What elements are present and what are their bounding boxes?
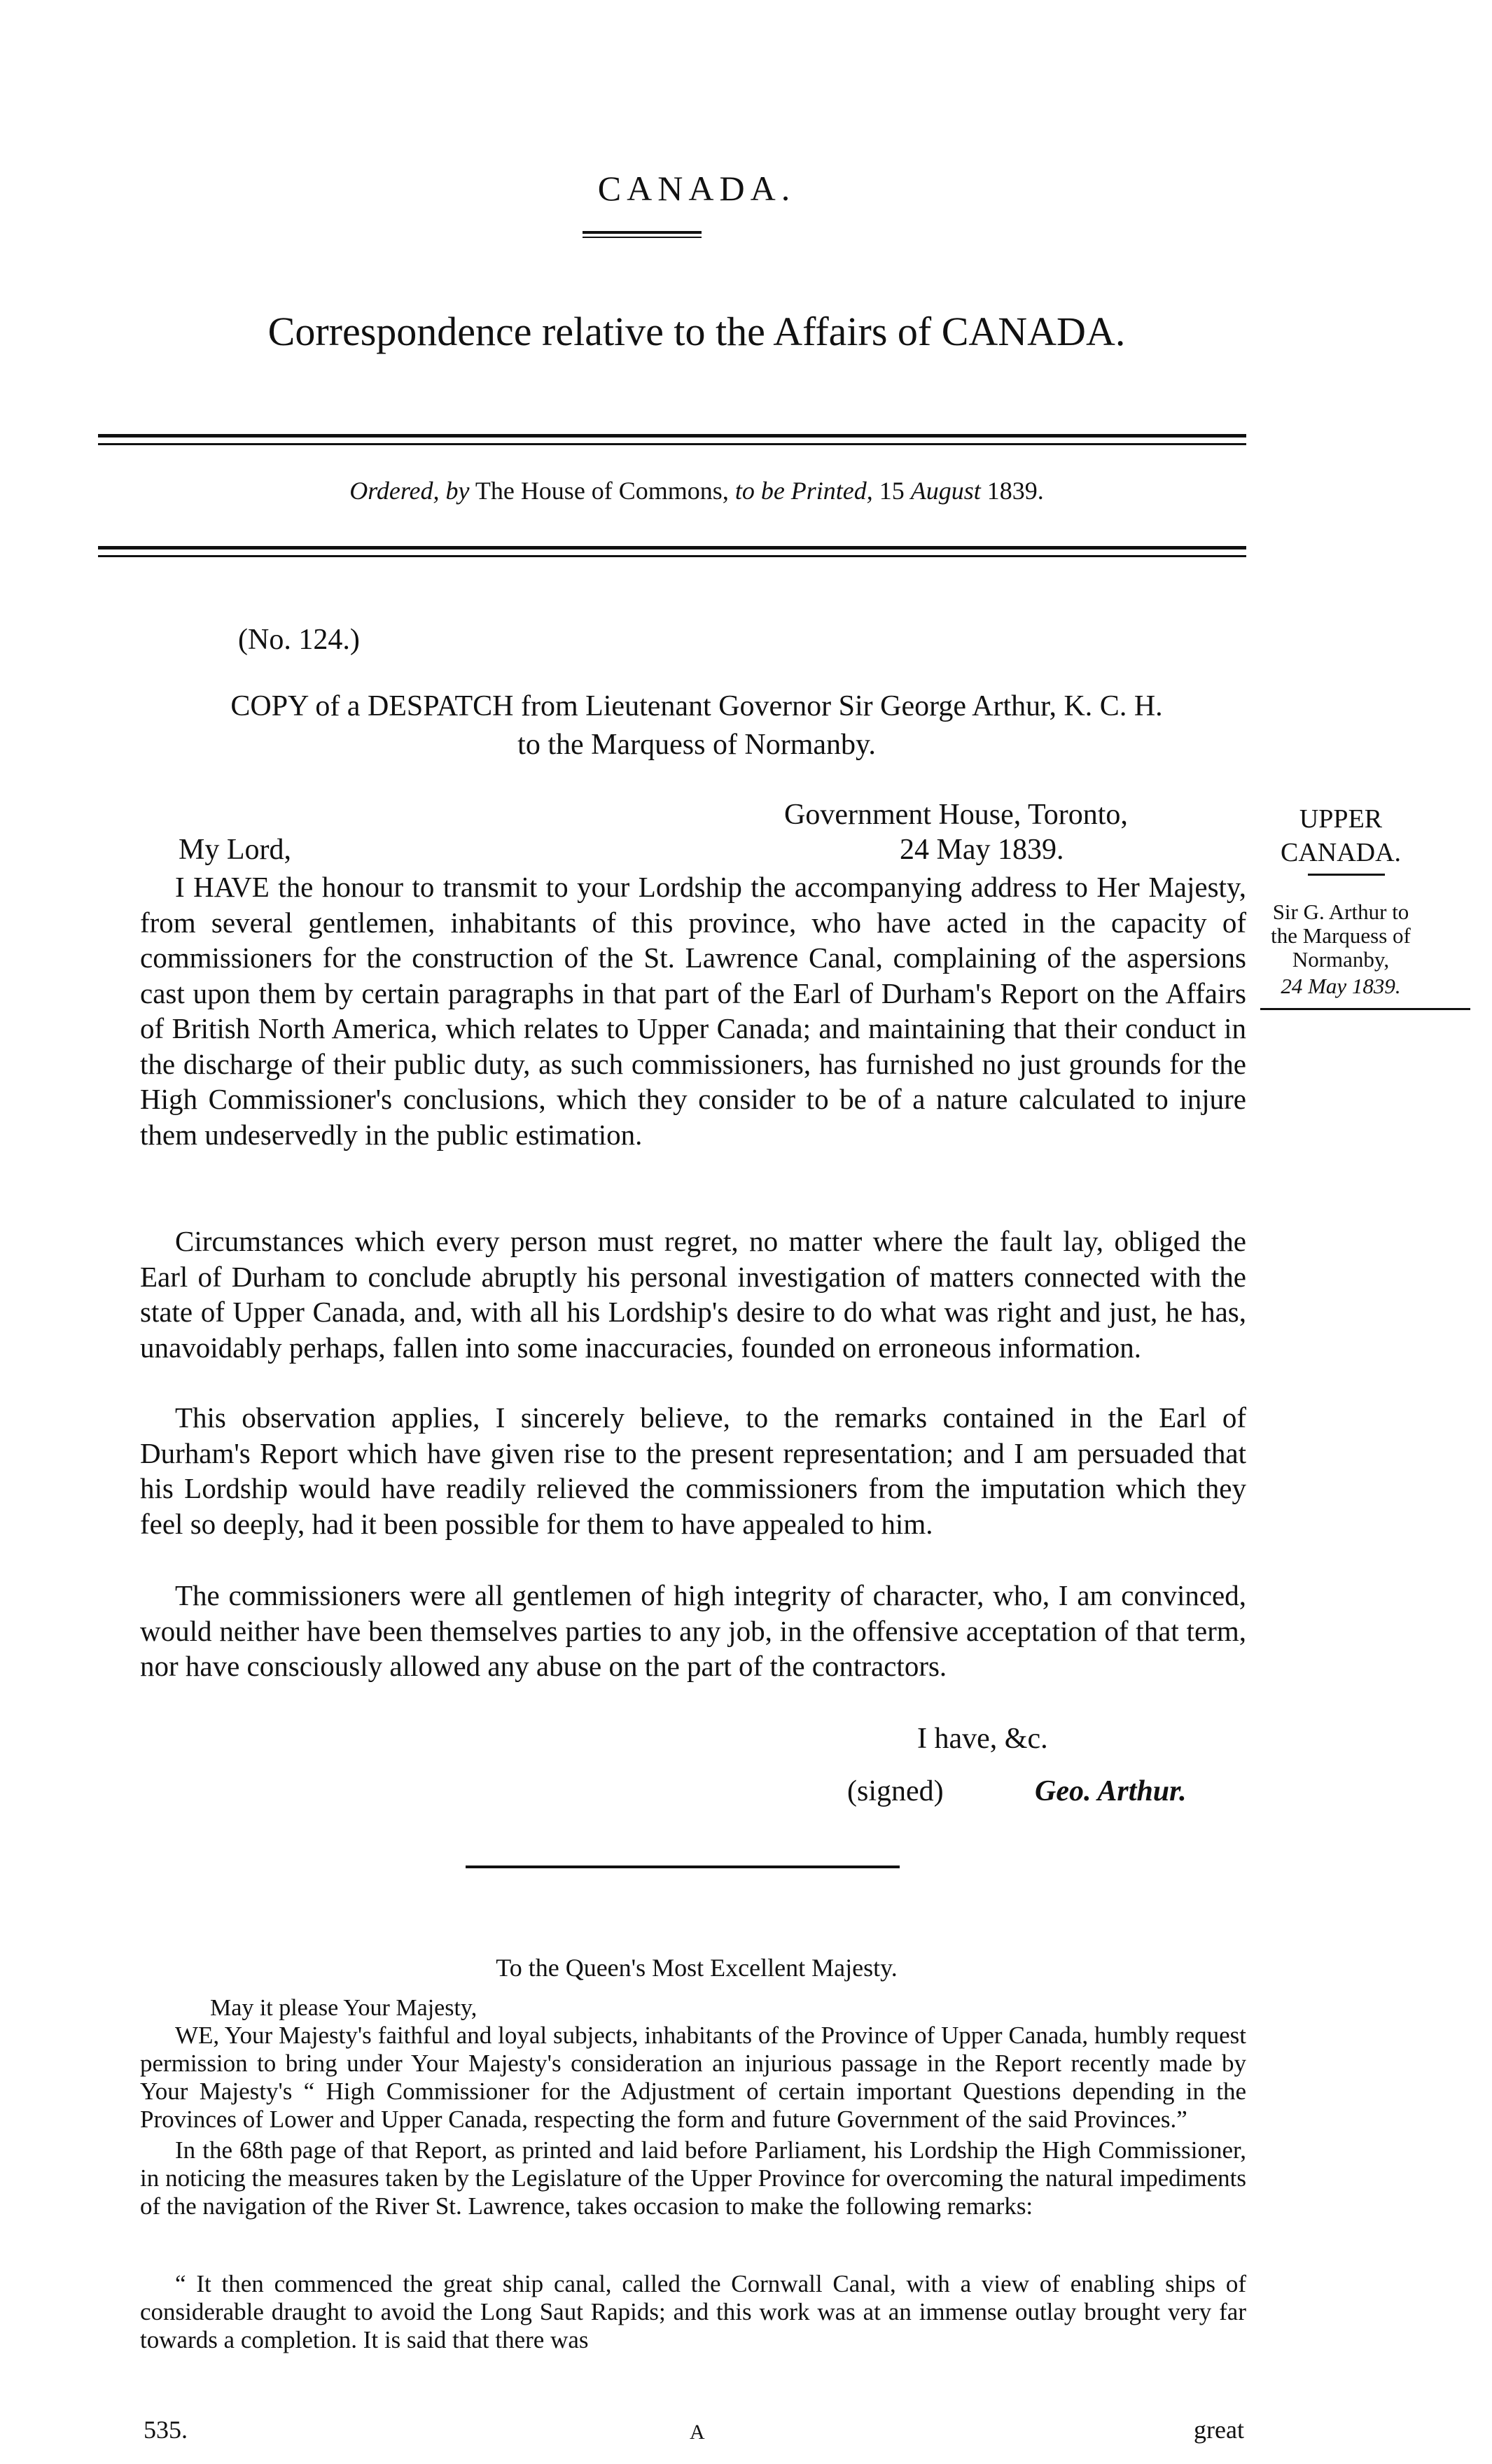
address-salutation: May it please Your Majesty, [210, 1995, 477, 2021]
section-divider [466, 1865, 900, 1868]
signed-label: (signed) [847, 1775, 944, 1807]
margin-region-label: CANADA. [1280, 838, 1402, 867]
closing-formula: I have, &c. [917, 1723, 1048, 1755]
despatch-title-line-1: COPY of a DESPATCH from Lieutenant Governor Sir George Arthur, K. C. H. [230, 690, 1163, 722]
ordered-italic-1: Ordered, by [349, 477, 470, 505]
heading-rule-thin [583, 237, 702, 238]
address-paragraph: “ It then commenced the great ship canal, called the Cornwall Canal, with a view of enabling ships of considerable draught to avoid the Long Saut Rapids; and this work was at an immense outlay brought very far towards a completion. It is said that there was [140, 2270, 1246, 2353]
margin-note-line: Sir G. Arthur to [1272, 899, 1409, 924]
despatch-paragraph: The commissioners were all gentlemen of high integrity of character, who, I am convinced, would neither have been themselves parties to any job, in the offensive acceptation of that term, nor have consciously allowed any abuse on the part of the contractors. [140, 1579, 1246, 1682]
despatch-date: 24 May 1839. [900, 834, 1064, 866]
document-heading: CANADA. [597, 169, 796, 208]
ordered-double-rule [98, 546, 1246, 557]
title-text: Correspondence relative to the Affairs of CANADA. [267, 309, 1126, 354]
address-title: To the Queen's Most Excellent Majesty. [496, 1954, 898, 1982]
despatch-paragraph: Circumstances which every person must regret, no matter where the fault lay, obliged the Earl of Durham to conclude abruptly his personal investigation of matters connected with the state of Upper Canada, and, with all his Lordship's desire to do what was right and just, he has, unavoidably perhaps, fallen into some inaccuracies, founded on erroneous information. [140, 1225, 1246, 1364]
catchword: great [1194, 2416, 1244, 2444]
margin-rule [1308, 874, 1385, 876]
margin-note-line: the Marquess of [1271, 923, 1411, 948]
ordered-plain: The House of Commons, [475, 477, 729, 505]
signature: Geo. Arthur. [1035, 1775, 1187, 1807]
ordered-month: August [910, 477, 981, 505]
margin-note-line: Normanby, [1292, 947, 1390, 972]
ordered-line [0, 476, 1393, 505]
margin-note-line: 24 May 1839. [1281, 974, 1401, 998]
heading-rule [583, 231, 702, 234]
page-number: 535. [144, 2416, 188, 2444]
ordered-year: 1839. [986, 477, 1044, 505]
ordered-day: 15 [879, 477, 905, 505]
address-paragraph: WE, Your Majesty's faithful and loyal subjects, inhabitants of the Province of Upper Canada, humbly request permission to bring under Your Majesty's consideration an injurious passage in the Report recently made by Your Majesty's “ High Commissioner for the Adjustment of certain important Questions depending in the Provinces of Lower and Upper Canada, respecting the form and future Government of the said Provinces.” [140, 2022, 1246, 2133]
despatch-paragraph: This observation applies, I sincerely believe, to the remarks contained in the Earl of Durham's Report which have given rise to the present representation; and I am persuaded that his Lordship would have readily relieved the commissioners from the imputation which they feel so deeply, had it been possible for them to have appealed to him. [140, 1401, 1246, 1540]
address-paragraph: In the 68th page of that Report, as printed and laid before Parliament, his Lordship the High Commissioner, in noticing the measures taken by the Legislature of the Upper Province for overcoming the natural impediments of the navigation of the River St. Lawrence, takes occasion to make the following remarks: [140, 2136, 1246, 2220]
despatch-title-line-2: to the Marquess of Normanby. [517, 729, 876, 761]
despatch-paragraph: I HAVE the honour to transmit to your Lordship the accompanying address to Her Majesty, from several gentlemen, inhabitants of this province, who have acted in the capacity of commissioners for the construction of the St. Lawrence Canal, complaining of the aspersions cast upon them by certain paragraphs in that part of the Earl of Durham's Report on the Affairs of British North America, which relates to Upper Canada; and maintaining that their conduct in the discharge of their public duty, as such commissioners, has furnished no just grounds for the High Commissioner's conclusions, which they consider to be of a nature calculated to injure them undeservedly in the public estimation. [140, 871, 1246, 1151]
document-title [0, 308, 1393, 355]
margin-rule-bottom [1260, 1008, 1470, 1010]
sender-address: Government House, Toronto, [784, 799, 1128, 831]
ordered-italic-2: to be Printed, [734, 477, 873, 505]
despatch-number: (No. 124.) [238, 624, 360, 656]
despatch-salutation: My Lord, [179, 834, 291, 866]
signature-mark: A [690, 2421, 705, 2444]
margin-region-label: UPPER [1299, 804, 1383, 834]
title-double-rule [98, 434, 1246, 445]
